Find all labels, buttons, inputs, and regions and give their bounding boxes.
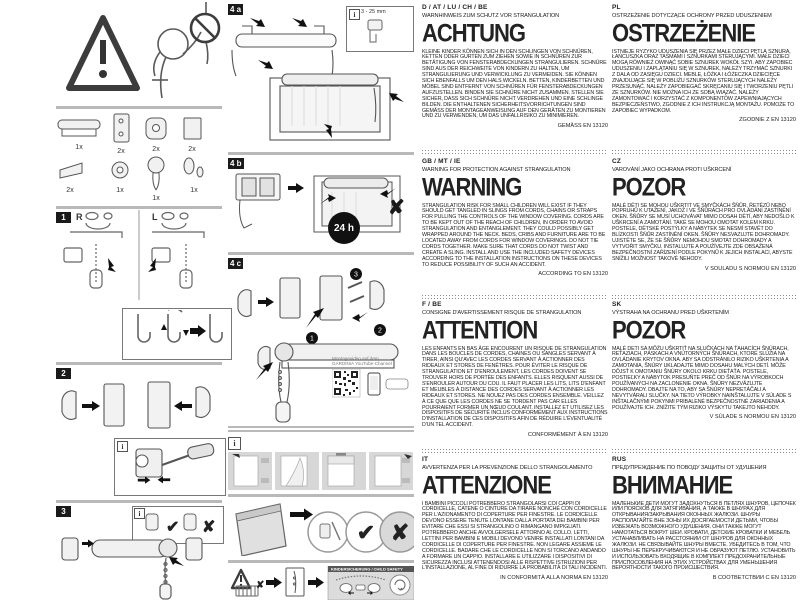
- language-code: F / BE: [422, 301, 442, 308]
- section-subtitle: VÝSTRAHA NA OCHRANU PRED UŠKRTENÍM: [612, 309, 729, 316]
- arrow-right-icon: [138, 477, 151, 484]
- app-store-label: [386, 379, 408, 389]
- section-body: LES ENFANTS EN BAS ÂGE ENCOURENT UN RISQUE DE STRANGULATION DANS LES BOUCLES DE CORDES, CHAINES OU SANGLES SERVANT À TIRER, AINSI QU'AVEC LES CORDES SERVANT À ACTIONNER DES RIDEAUX ET STORES DE FENÊTRES. POUR ÉVITER LE RISQUE DE STRANGULATION ET D'ENROULEMENT, LES CORDES DOIVENT SE TROUVER HORS DE PORTÉE DES ENFANTS. ELLES RISQUENT AUSSI DE S'ENROULER AUTOUR DU COU. IL FAUT PLACER LES LITS, LITS D'ENFANT ET MEUBLES À DISTANCE DES CORDES SERVANT À ACTIONNER LES RIDEAUX ET STORES. NE NOUEZ PAS DES CORDES ENSEMBLE. VEILLEZ À CE QUE QUE LES CORDES NE SE TORDENT PAS CAR ELLES POURRAIENT FORMER UN NŒUD COULANT. INSTALLEZ ET UTILISEZ LES DISPOSITIFS DE SÉCURITÉ INCLUS CONFORMÉMENT AUX INSTRUCTIONS D'INSTALLATION DE CES DISPOSITIFS AFIN DE RÉDUIRE L'ÉVENTUALITÉ D'UN TEL ACCIDENT.: [422, 345, 608, 429]
- qr-video-block: [332, 356, 414, 404]
- window-glass: [280, 86, 380, 132]
- step-4a-illustration: [228, 16, 414, 146]
- cross-icon: ✘: [388, 197, 405, 219]
- section-body: MALÉ DĚTI SE MOHOU UŠKRTIT VE SMYČKÁCH ŠŇŮR, ŘETĚZŮ NEBO POPRUHŮ K UTAŽENÍ, JAKOŽ I VE ŠŇŮRÁCH PRO OVLÁDÁNÍ ZASTÍNĚNÍ OKEN. ŠŇŮRY SE MUSÍ UCHOVÁVAT MIMO DOSAH DĚTÍ, ABY NEDOŠLO K UŠKRCENÍ A ZAMOTÁNÍ. TAKÉ SE MOHOU OMOTAT KOLEM KRKU. POSTELE, DĚTSKÉ POSTÝLKY A NÁBYTEK SE NESMÍ STAVĚT DO BLÍZKOSTI ŠŇŮR ZASTÍNĚNÍ OKEN. ŠŇŮRY NESVAZUJTE DOHROMADY. UJISTĚTE SE, ŽE SE ŠŇŮRY NEMOHOU SMOTAT DOHROMADY A VYTVOŘIT SMYČKU. INSTALUJTE A POUŽÍVEJTE ZDE OBSAŽENÁ BEZPEČNOSTNÍ ZAŘÍZENÍ PODLE POKYNŮ K JEJICH INSTALACI, ABYSTE SNÍŽILI MOŽNOST TAKOVÉ NEHODY.: [612, 202, 795, 262]
- language-code: RUS: [612, 456, 627, 463]
- cord-panel: [286, 568, 304, 596]
- end-cap-right: [196, 387, 210, 418]
- part-count: 2x: [66, 187, 74, 194]
- cross-icon: ✘: [202, 519, 216, 536]
- roller-tube: [236, 34, 336, 47]
- warning-section-cz: [612, 158, 796, 272]
- language-code: CZ: [612, 158, 622, 165]
- chain-detail-illustration: [124, 310, 228, 356]
- bracket-body: [104, 384, 124, 426]
- section-subtitle: AVVERTENZA PER LA PREVENZIONE DELLO STRANGOLAMENTO: [422, 464, 593, 471]
- divider: [228, 152, 414, 155]
- bracket-body: [280, 278, 300, 318]
- part-end-bracket: [146, 118, 166, 139]
- bracket-back: [320, 276, 342, 320]
- mounted-roller: [324, 178, 388, 188]
- arrow-up-icon: [183, 330, 189, 336]
- arrow-right-icon: [258, 297, 274, 307]
- cross-icon: ✘: [256, 580, 265, 591]
- dotted-divider: [422, 295, 608, 299]
- marker-2: 2: [378, 327, 382, 335]
- chain-connector: [356, 585, 365, 590]
- control-unit: [159, 539, 177, 557]
- divider: [228, 494, 414, 497]
- section-title: POZOR: [612, 172, 686, 201]
- cross-circle: [380, 512, 414, 552]
- part-count: 2x: [188, 146, 196, 153]
- part-count: 1x: [190, 187, 198, 194]
- part-cover-plate: [184, 118, 201, 139]
- section-body: STRANGULATION RISK FOR SMALL CHILDREN WILL EXIST IF THEY SHOULD GET TANGLED IN SLINGS FROM CORDS, CHAINS OR STRAPS FOR PULLING THE CONTROLS OF THE WINDOW COVERING. CORDS ARE TO BE KEPT OUT OF THE REACH OF CHILDREN, IN ORDER TO AVOID STRANGULATION AND ENTANGLEMENT. THEY COULD POSSIBLY GET WRAPPED AROUND THE NECK. BEDS, CRIBS AND FURNITURE ARE TO BE LOCATED AWAY FROM CORDS FOR WINDOW COVERINGS. DO NOT TIE CORDS TOGETHER. MAKE SURE THAT CORDS DO NOT TWIST AND CREATE A SLING. INSTALL AND USE THE INCLUDED SAFETY DEVICES ACCORDING TO THE INSTALLATION INSTRUCTIONS ON THESE DEVICES TO REDUCE POSSIBILITY OF SUCH AN ACCIDENT.: [422, 202, 606, 268]
- step-1-badge: 1: [56, 212, 71, 223]
- part-chain-control: [148, 157, 164, 190]
- peel-liner: [240, 200, 253, 228]
- divider: [228, 426, 414, 428]
- child-safety-panel: [328, 566, 414, 600]
- warning-section-rus: [612, 456, 796, 581]
- info-icon: i: [134, 508, 145, 519]
- operation-panel: [275, 452, 319, 490]
- operation-panel: [369, 452, 413, 490]
- step-3-illustration: [56, 520, 222, 600]
- dotted-divider: [612, 449, 796, 453]
- bracket-back: [148, 382, 170, 428]
- step-4b-illustration: [228, 168, 414, 248]
- hand-icon: [368, 584, 380, 593]
- section-body: МАЛЕНЬКИЕ ДЕТИ МОГУТ ЗАДОХНУТЬСЯ В ПЕТЛЯХ ШНУРОВ, ЦЕПОЧЕК ИЛИ ПОЯСКОВ ДЛЯ ЗАТЯГИВАНИЯ, А ТАКЖЕ В ШНУРАХ ДЛЯ ОТКРЫВАНИЯ/ЗАКРЫВАНИЯ ОКОННЫХ ЖАЛЮЗИ. ШНУРЫ РАСПОЛАГАЙТЕ ВНЕ ЗОНЫ ИХ ДОСЯГАЕМОСТИ ДЕТЬМИ, ЧТОБЫ ИЗБЕЖАТЬ ВОЗМОЖНОГО УДУШЕНИЯ. ОНИ ТАКЖЕ МОГУТ НАМОТАТЬСЯ ВОКРУГ ШЕИ. КРОВАТИ, ДЕТСКИЕ КРОВАТКИ И МЕБЕЛЬ УСТАНАВЛИВАТЬ НА РАССТОЯНИИ ОТ ШНУРОВ ДЛЯ ОКОННЫХ ЖАЛЮЗИ. НЕ СВЯЗЫВАЙТЕ ШНУРЫ ВМЕСТЕ. УБЕДИТЕСЬ В ТОМ, ЧТО ШНУРЫ НЕ ПЕРЕКРУЧИВАЮТСЯ И НЕ ОБРАЗУЮТ ПЕТЛЮ. УСТАНОВИТЬ И ИСПОЛЬЗОВАТЬ ВХОДЯЩИЕ В КОМПЛЕКТ ПРЕДОХРАНИТЕЛЬНЫЕ ПРИСПОСОБЛЕНИЯ НА ЭТИХ УСТРОЙСТВАХ ДЛЯ УМЕНЬШЕНИЯ ВЕРОЯТНОСТИ ТАКОГО ПРОИСШЕСТВИЯ.: [612, 500, 796, 572]
- arrow-right-icon: [190, 325, 206, 337]
- section-title: ATTENTION: [422, 315, 538, 344]
- warning-section-it: [422, 456, 608, 581]
- end-cap-left: [238, 290, 251, 317]
- part-count: 1x: [152, 195, 160, 202]
- divider: [228, 560, 414, 563]
- press-arrow-icon: [108, 258, 156, 272]
- part-mounting-bracket: [114, 114, 129, 142]
- qr-caption-line1: Montagevideo auf dem: [332, 356, 379, 361]
- warning-section-fr: [422, 301, 608, 438]
- dotted-divider: [612, 295, 796, 299]
- part-count: 2x: [152, 146, 160, 153]
- roller-tube: [92, 540, 168, 557]
- warning-triangle-icon: [69, 18, 137, 88]
- language-code: D / AT / LU / CH / BE: [422, 4, 488, 11]
- section-body: I BAMBINI PICCOLI POTREBBERO STRANGOLARSI COI CAPPI DI CORDICELLE, CATENE O CINTURE DA TIRARE NONCHÉ CON CORDICELLE PER L'AZIONAMENTO DI COPERTURE PER FINESTRE. LE CORDICELLE DEVONO ESSERE TENUTE LONTANE DALLA PORTATA DEI BAMBINI PER EVITARE CHE ESSI SI STRANGOLINO O RIMANGANO IMPIGLIATI. POTREBBERO ANCHE AVVOLGERSELE ATTORNO AL COLLO. LETTI, LETTINI PER BAMBINI E MOBILI DEVONO VENIRE INSTALLATI LONTANI DA CORDICELLE DI COPERTURE PER FINESTRE. NON LEGARE ASSIEME LE CORDICELLE. BADARE CHE LE CORDICELLE NON SI TORCANO ANDANDO A FORMARE UN CAPPIO. INSTALLARE E UTILIZZARE I DISPOSITIVI DI SICUREZZA INCLUSI ATTENENDOSI ALLE RISPETTIVE ISTRUZIONI PER L'INSTALLAZIONE, AL FINE DI RIDURRE LA PROBABILITÀ DI TALI INCIDENTI.: [422, 500, 607, 572]
- left-side-label: L: [152, 212, 158, 222]
- language-code: PL: [612, 4, 621, 11]
- section-title: ATTENZIONE: [422, 470, 551, 499]
- section-subtitle: VAROVÁNÍ JAKO OCHRANA PROTI UŠKRCENÍ: [612, 166, 732, 173]
- right-side-label: R: [76, 212, 83, 222]
- language-code: GB / MT / IE: [422, 158, 461, 165]
- info-icon: i: [228, 437, 241, 450]
- section-title: ВНИМАНИЕ: [612, 470, 733, 499]
- section-title: ACHTUNG: [422, 18, 525, 47]
- divider: [56, 500, 222, 503]
- marker-3: 3: [354, 271, 358, 279]
- section-subtitle: WARNING FOR PROTECTION AGAINST STRANGULATION: [422, 166, 571, 173]
- hand-icon: [340, 584, 352, 593]
- arrow-right-icon: [82, 401, 100, 411]
- parts-list-illustration: [56, 112, 222, 202]
- step-4b-badge: 4 b: [230, 159, 242, 168]
- section-title: OSTRZEŻENIE: [612, 18, 756, 47]
- clamp-hooks: [242, 26, 324, 34]
- dotted-divider: [422, 150, 608, 154]
- illustration-column-2: [228, 0, 414, 600]
- compliance-note: GEMÄSS EN 13120: [557, 123, 608, 130]
- clamp-range-value: 3 - 25 mm: [361, 9, 386, 15]
- chain-weight: [160, 584, 171, 599]
- section-subtitle: OSTRZEŻENIE DOTYCZĄCE OCHRONY PRZED UDUSZENIEM: [612, 12, 772, 19]
- qr-code-and-phone: [332, 369, 414, 399]
- divider: [56, 362, 222, 365]
- section-subtitle: ПРЕДУПРЕЖДЕНИЕ ПО ПОВОДУ ЗАЩИТЫ ОТ УДУШЕНИЯ: [612, 464, 767, 471]
- step-4c-badge: 4 c: [230, 259, 242, 268]
- part-adapter: [112, 162, 128, 178]
- crib-icon: [236, 586, 258, 596]
- screws: [348, 282, 364, 302]
- dotted-divider: [422, 449, 608, 453]
- compliance-note: ACCORDING TO EN 13120: [538, 271, 608, 278]
- compliance-note: ZGODNIE Z EN 13120: [739, 117, 796, 124]
- qr-code-icon: [332, 369, 360, 397]
- bracket-right: [186, 538, 202, 560]
- part-count: 2x: [117, 148, 125, 155]
- bracket-left: [62, 538, 78, 560]
- child-safety-label: KINDERSICHERUNG / CHILD SAFETY: [331, 566, 403, 572]
- marker-1: 1: [310, 335, 314, 343]
- smartphone-icon: [368, 373, 380, 395]
- compliance-note: V SÚLADE S NORMOU EN 13120: [709, 414, 796, 421]
- screwdriver-adjust-illustration: [118, 441, 220, 491]
- section-body: MALÉ DETI SA MÔŽU UŠKRTIŤ NA SLUČKÁCH NA ŤAHACÍCH ŠNÚRACH, REŤAZIACH, PÁSKACH A VNÚTORNÝCH ŠNÚRACH, KTORÉ SLÚŽIA NA OVLÁDANIE KRYTOV OKNA. ABY SA ODSTRÁNILO RIZIKO UŠKRTENIA A ZAMOTANIA, ŠNÚRY UKLADAJTE MIMO DOSAHU MALÝCH DETÍ. MÔŽE DÔJSŤ K OMOTANIU ŠNÚRY OKOLO KRKU DIEŤAŤA. POSTELE, POSTIEĽKY A NÁBYTOK PRESUŇTE PREČ OD ŠNÚR NA VÝROBKOCH POUŽÍVANÝCH NA ZACLONENIE OKNA. ŠNÚRY NEZVÄZUJTE DOHROMADY. DBAJTE NA TO, ABY SA ŠNÚRY NEPRETÁČALI A NEVYTVÁRALI SLUČKY. NA TIETO VÝROBKY NAINŠTALUJTE V SÚLADE S INŠTALAČNÝMI POKYNMI PRIBALENÉ BEZPEČNOSTNÉ ZARIADENIA A POUŽÍVAJTE ICH. ZNÍŽITE TÝM RIZIKO VÝSKYTU TAKEJTO NEHODY.: [612, 345, 792, 411]
- warnings-column-2: [612, 0, 796, 600]
- section-subtitle: WARNHINWEIS ZUM SCHUTZ VOR STRANGULATION: [422, 12, 560, 19]
- check-icon: ✔: [356, 520, 376, 545]
- check-icon: ✔: [166, 519, 180, 536]
- part-clips: [184, 158, 203, 177]
- step-2-badge: 2: [56, 368, 71, 379]
- qr-caption-line2: GARDINIA YouTube-Channel: [332, 361, 392, 367]
- cleaning-allowed-circle: [308, 512, 348, 552]
- operation-panel: [228, 452, 272, 490]
- part-count: 1x: [116, 187, 124, 194]
- operation-panel: [322, 452, 366, 490]
- info-icon: i: [349, 9, 360, 20]
- rotation-dial: [390, 575, 410, 595]
- illustration-column-1: [56, 0, 222, 600]
- arrow-right-icon: [308, 577, 324, 588]
- step-3-badge: 3: [56, 506, 71, 517]
- warning-section-pl: [612, 4, 796, 123]
- divider: [56, 206, 222, 209]
- blind-panel: [236, 504, 286, 556]
- arrow-down-icon: [161, 324, 167, 330]
- cross-icon: ✘: [390, 520, 410, 545]
- warning-section-gb: [422, 158, 608, 277]
- operation-panels-illustration: [228, 452, 414, 490]
- step-4a-badge: 4 a: [230, 5, 242, 14]
- info-icon: i: [117, 441, 128, 452]
- mounted-roller: [282, 74, 378, 85]
- compliance-note: V SOULADU S NORMOU EN 13120: [704, 265, 796, 272]
- part-roller-blind: [58, 120, 100, 136]
- wait-24h-badge: 24 h: [328, 212, 360, 244]
- language-code: SK: [612, 301, 622, 308]
- adhesive-pad: [260, 178, 274, 196]
- warning-triangle-icon: [232, 570, 250, 588]
- arrow-right-icon: [290, 509, 313, 521]
- warning-section-de: [422, 4, 608, 129]
- arrow-left-icon: [352, 312, 368, 322]
- arrow-right-icon: [266, 577, 282, 588]
- part-wedge: [60, 163, 82, 178]
- adhesive-pad: [242, 178, 256, 196]
- step-2-illustration: [56, 378, 222, 436]
- divider: [228, 430, 414, 432]
- compliance-note: В СООТВЕТСТВИИ С EN 13120: [712, 575, 796, 582]
- section-body: ISTNIEJE RYZYKO UDUSZENIA SIĘ PRZEZ MAŁE DZIECI PĘTLĄ SZNURA, ŁAŃCUSZKA ORAZ TAŚMAMI I SZNURKAMI STERUJĄCYMI. MAŁE DZIECI MOGĄ RÓWNIEŻ OWINĄĆ SOBIE SZNUREK WOKÓŁ SZYI. ABY ZAPOBIEC UDUSZENIU I ZAPLĄTANIU SIĘ W SZNUREK, NALEŻY TRZYMAĆ SZNURKI Z DALA OD ZASIĘGU DZIECI. MEBLE, ŁÓŻKA I ŁÓŻECZKA DZIECIĘCE ZNAJDUJĄCE SIĘ W POBLIŻU SZNURKÓW STERUJĄCYCH NALEŻY PRZESUNĄĆ. NALEŻY ZAPOBIEGAĆ SKRĘCANIU SIĘ I TWORZENIU PĘTLI ZE SZNURKÓW. NIE MOŻNA ICH ZE SOBĄ WIĄZAĆ. NALEŻY ZAMONTOWAĆ I KORZYSTAĆ Z KOMPONENTÓW ZAPEWNIAJĄCYCH BEZPIECZEŃSTWO, ZGODNIE Z ICH INSTRUKCJĄ MONTAŻU. POMOŻE TO ZAPOBIEC WYPADKOM.: [612, 48, 795, 114]
- control-unit: [275, 343, 293, 361]
- prohibition-circle-icon: [191, 14, 219, 42]
- chain-weight: [276, 402, 290, 422]
- part-count: 1x: [75, 144, 83, 151]
- section-subtitle: CONSIGNE D'AVERTISSEMENT RISQUE DE STRANGULATION: [422, 309, 582, 316]
- divider: [56, 106, 222, 109]
- warnings-column-1: [422, 0, 608, 600]
- section-title: POZOR: [612, 315, 686, 344]
- cleaning-instructions-illustration: [228, 500, 414, 556]
- arrow-left-icon: [169, 557, 184, 566]
- end-cap-left: [62, 391, 76, 420]
- dotted-divider: [612, 150, 796, 154]
- child-safety-illustration: [228, 566, 414, 600]
- warning-section-sk: [612, 301, 796, 420]
- section-title: WARNING: [422, 172, 522, 201]
- section-body: KLEINE KINDER KÖNNEN SICH IN DEN SCHLINGEN VON SCHNÜREN, KETTEN ODER GURTEN ZUM ZIEHEN SOWIE IN SCHNÜREN ZUR BETÄTIGUNG VON FENSTERABDECKUNGEN STRANGULIEREN. SCHNÜRE SIND AUS DER REICHWEITE VON KINDERN ZU HALTEN, UM STRANGULIERUNG UND VERWICKLUNG ZU VERMEIDEN. SIE KÖNNEN SICH EBENFALLS UM DEN HALS WICKELN. BETTEN, KINDERBETTEN UND MÖBEL SIND ENTFERNT VON SCHNÜREN FÜR FENSTERABDECKUNGEN AUFZUSTELLEN. BINDEN SIE SCHNÜRE NICHT ZUSAMMEN. STELLEN SIE SICHER, DASS SICH SCHNÜRE NICHT VERDREHEN UND EINE SCHLINGE BILDEN. DIE ENTHALTENEN SICHERHEITSVORRICHTUNGEN SIND GEMÄSS DER MONTAGEANWEISUNG AUF DEN GERÄTEN ZU MONTIEREN UND ZU VERWENDEN, UM DAS UNFALLRISIKO ZU MINIMIEREN.: [422, 48, 607, 120]
- compliance-note: IN CONFORMITÀ ALLA NORMA EN 13120: [500, 575, 608, 582]
- screwdriver-icon: [162, 443, 215, 465]
- strangulation-hazard-illustration: [56, 2, 222, 102]
- arrow-left-icon: [174, 401, 192, 411]
- end-cap-right: [370, 281, 384, 310]
- language-code: IT: [422, 456, 429, 463]
- divider: [228, 252, 414, 255]
- compliance-note: CONFORMÉMENT À EN 13120: [527, 432, 608, 439]
- step-1-illustration: [56, 210, 222, 302]
